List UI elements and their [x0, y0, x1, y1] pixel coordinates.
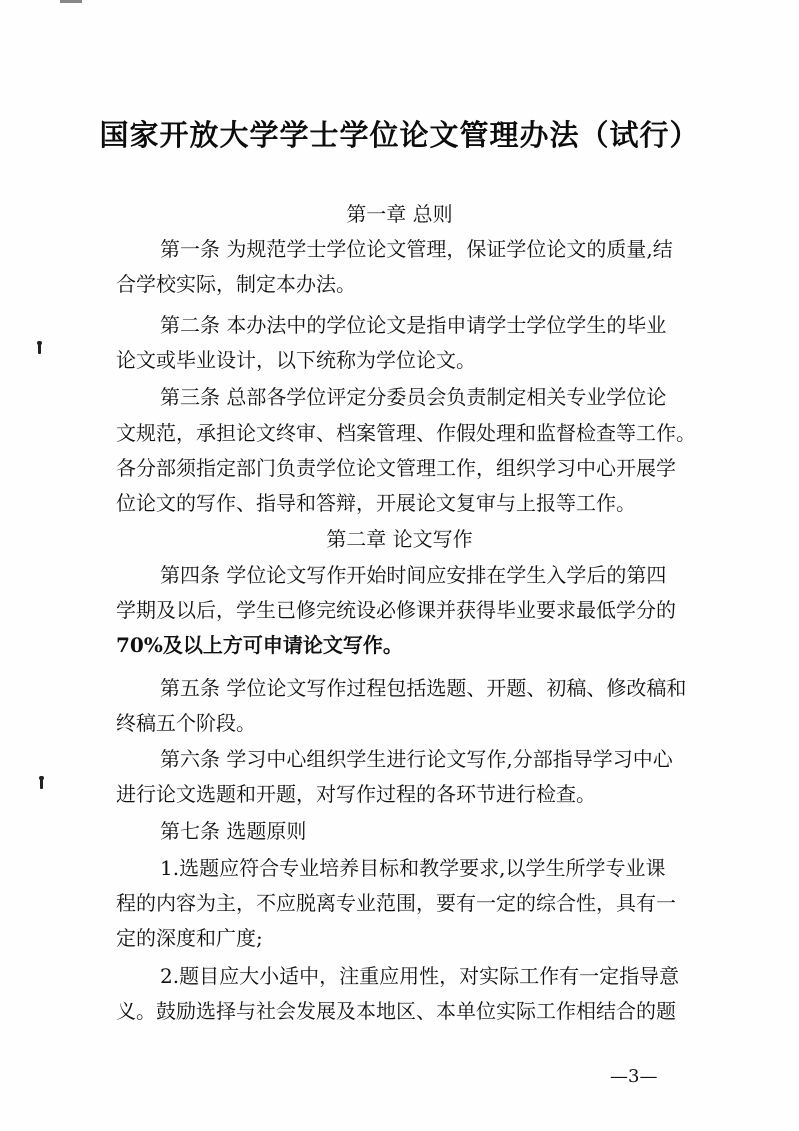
text-line: 程的内容为主，不应脱离专业范围，要有一定的综合性，具有一 — [116, 891, 676, 915]
text-line: 70%及以上方可申请论文写作。 — [116, 633, 403, 657]
chapter-heading: 第一章 总则 — [346, 202, 453, 226]
text-line: 位论文的写作、指导和答辩，开展论文复审与上报等工作。 — [116, 491, 636, 515]
text-line: 第五条 学位论文写作过程包括选题、开题、初稿、修改稿和 — [160, 676, 687, 700]
text-line: 第四条 学位论文写作开始时间应安排在学生入学后的第四 — [160, 563, 667, 587]
document-title: 国家开放大学学士学位论文管理办法（试行） — [99, 118, 700, 152]
text-line: 第二条 本办法中的学位论文是指申请学士学位学生的毕业 — [160, 313, 667, 337]
text-line: 1.选题应符合专业培养目标和教学要求,以学生所学专业课 — [160, 856, 666, 880]
scan-edge-mark — [60, 0, 82, 3]
text-line: 义。鼓励选择与社会发展及本地区、本单位实际工作相结合的题 — [116, 999, 676, 1023]
chapter-heading: 第二章 论文写作 — [326, 527, 473, 551]
text-line: 学期及以后，学生已修完统设必修课并获得毕业要求最低学分的 — [116, 598, 676, 622]
text-line: 文规范，承担论文终审、档案管理、作假处理和监督检查等工作。 — [116, 421, 696, 445]
text-line: 2.题目应大小适中，注重应用性，对实际工作有一定指导意 — [160, 964, 680, 988]
text-line: 第一条 为规范学士学位论文管理，保证学位论文的质量,结 — [160, 237, 673, 261]
text-line: 终稿五个阶段。 — [116, 711, 256, 735]
text-line: 第七条 选题原则 — [160, 819, 307, 843]
text-line: 进行论文选题和开题，对写作过程的各环节进行检查。 — [116, 782, 596, 806]
text-line: 论文或毕业设计，以下统称为学位论文。 — [116, 348, 476, 372]
page-number: —3— — [610, 1066, 658, 1087]
text-line: 合学校实际，制定本办法。 — [116, 272, 356, 296]
binding-hole-mark — [38, 343, 41, 354]
binding-hole-mark — [40, 778, 43, 789]
text-line: 第三条 总部各学位评定分委员会负责制定相关专业学位论 — [160, 385, 667, 409]
text-line: 第六条 学习中心组织学生进行论文写作,分部指导学习中心 — [160, 747, 673, 771]
text-line: 定的深度和广度; — [116, 926, 263, 950]
text-line: 各分部须指定部门负责学位论文管理工作，组织学习中心开展学 — [116, 456, 676, 480]
